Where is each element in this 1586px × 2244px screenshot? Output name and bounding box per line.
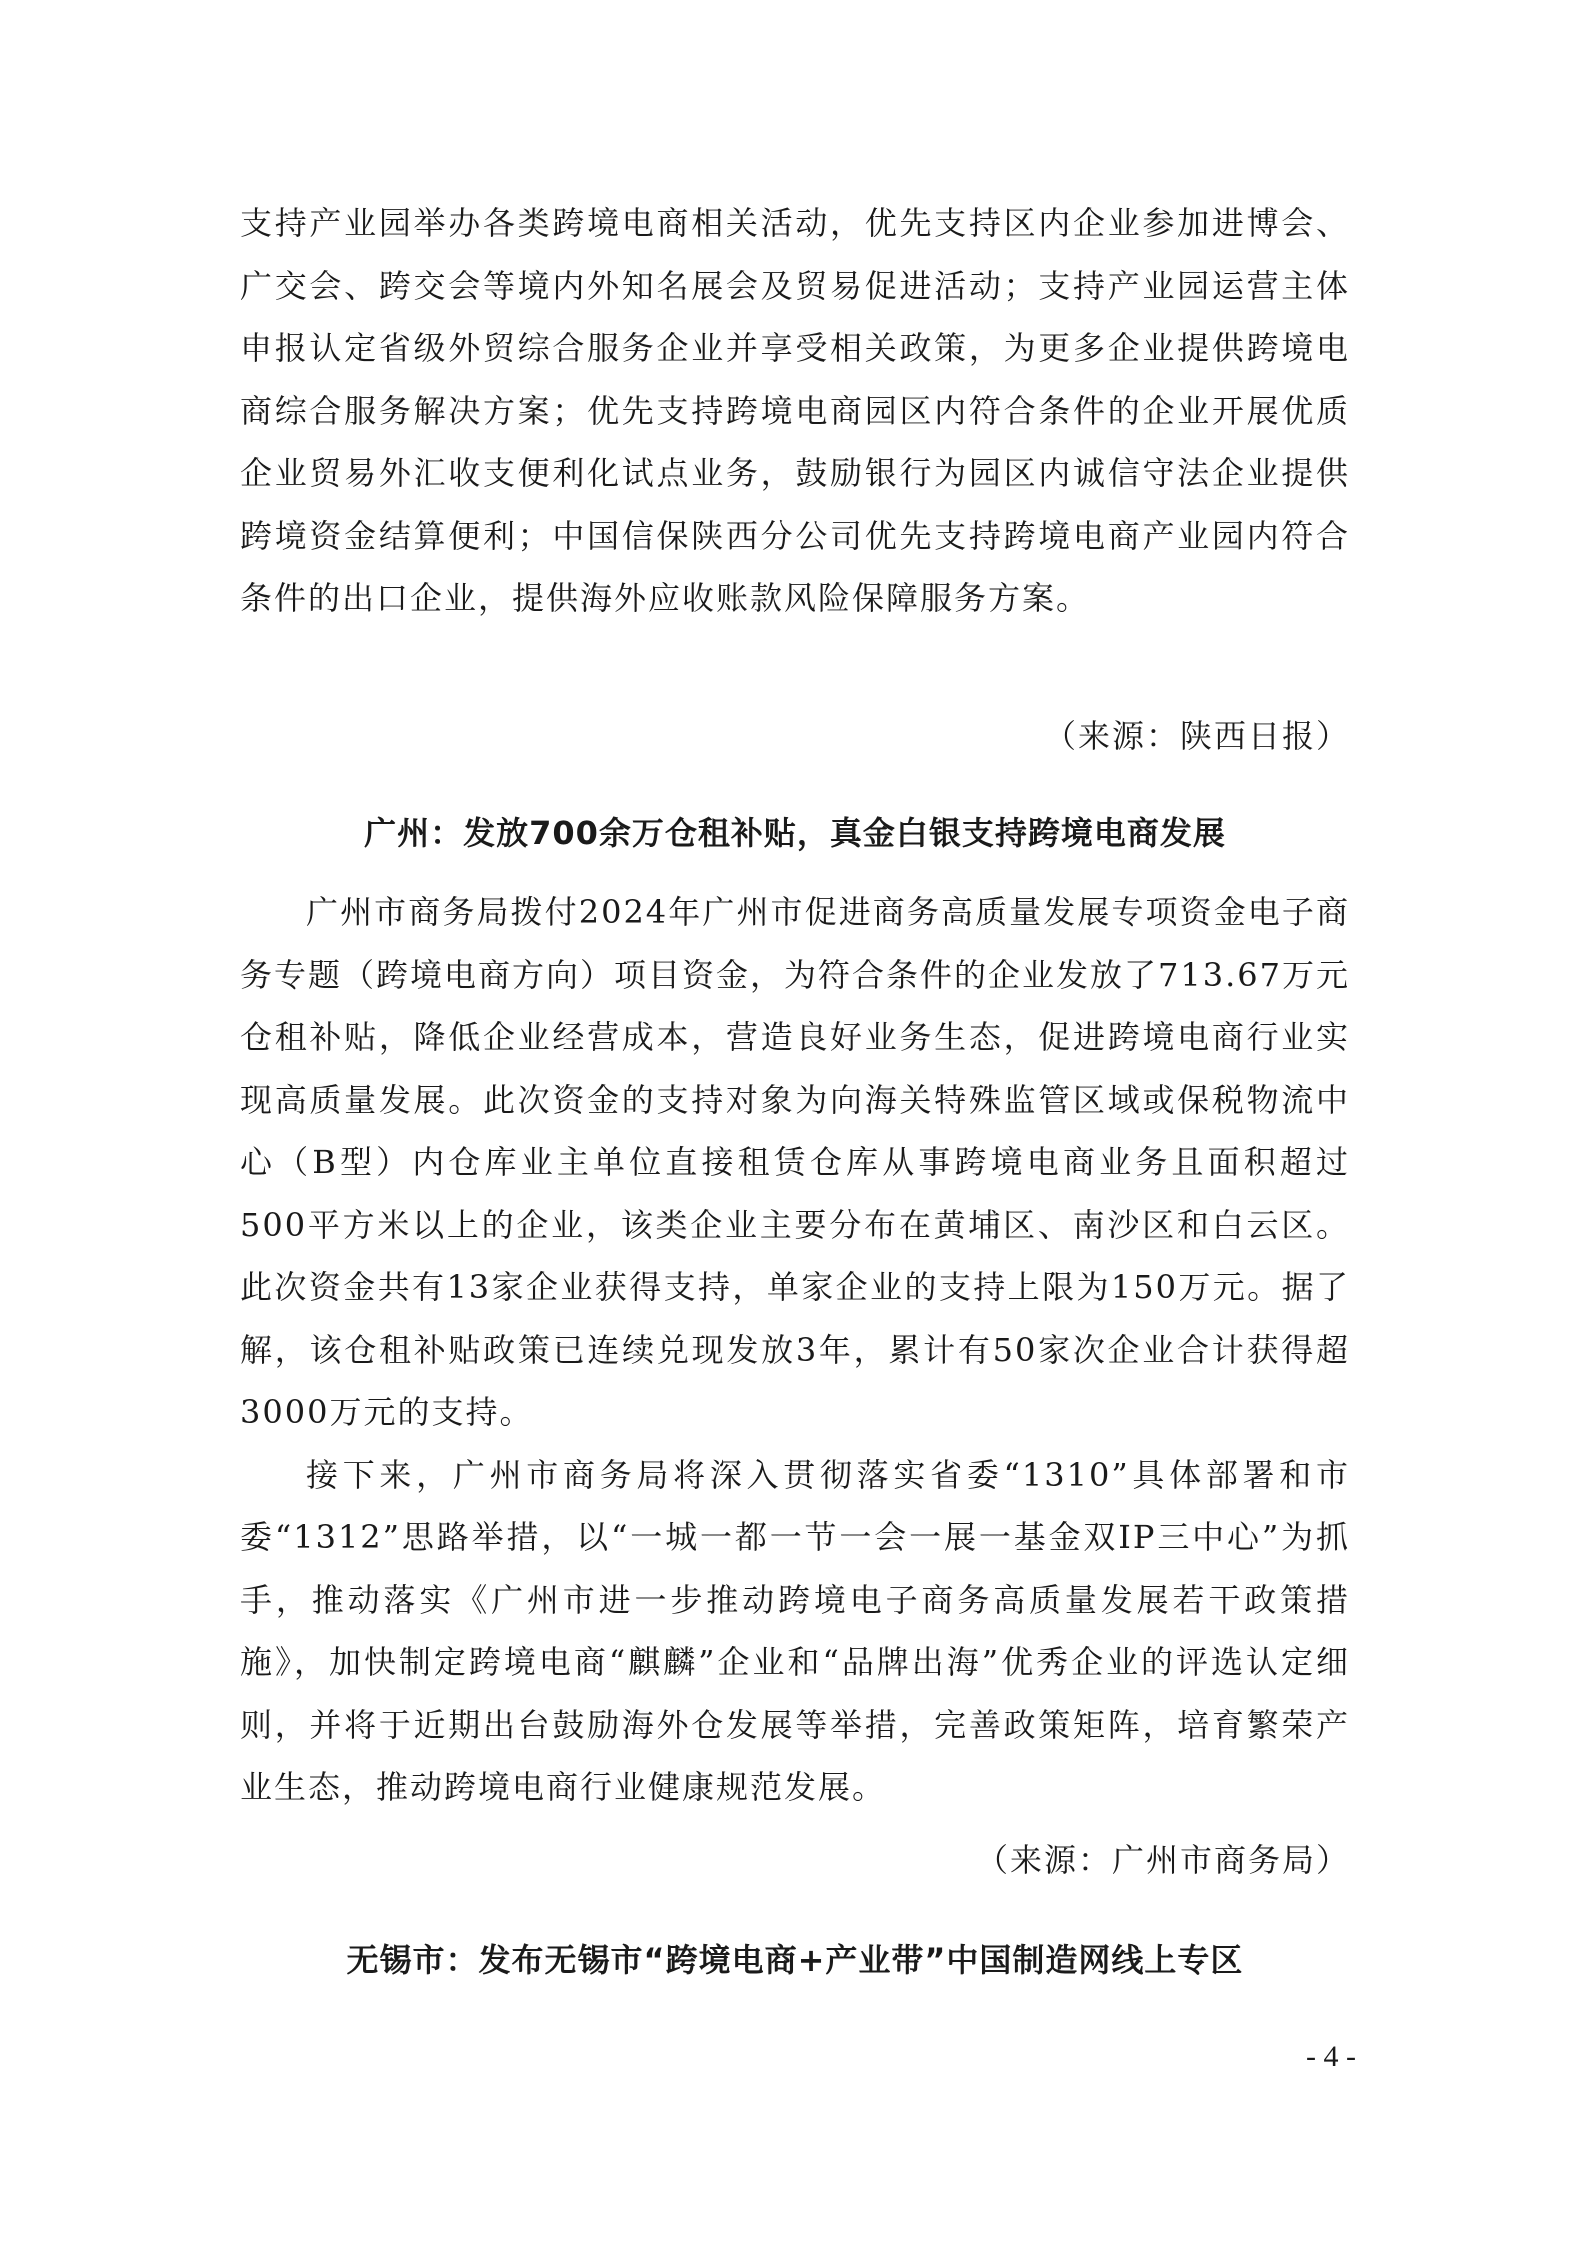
guangzhou-section — [240, 881, 1350, 1819]
source-attribution-shaanxi: （来源：陕西日报） — [1043, 717, 1350, 755]
body-paragraph-guangzhou-1: 广州市商务局拨付2024年广州市促进商务高质量发展专项资金电子商务专题（跨境电商方向）项目资金，为符合条件的企业发放了713.67万元仓租补贴，降低企业经营成本，营造良好业务生态，促进跨境电商行业实现高质量发展。此次资金的支持对象为向海关特殊监管区域或保税物流中心（B型）内仓库业主单位直接租赁仓库从事跨境电商业务且面积超过500平方米以上的企业，该类企业主要分布在黄埔区、南沙区和白云区。此次资金共有13家企业获得支持，单家企业的支持上限为150万元。据了解，该仓租补贴政策已连续兑现发放3年，累计有50家次企业合计获得超3000万元的支持。 — [240, 893, 1350, 1431]
source-attribution-guangzhou: （来源：广州市商务局） — [975, 1841, 1350, 1879]
body-paragraph-guangzhou-2: 接下来，广州市商务局将深入贯彻落实省委“1310”具体部署和市委“1312”思路举措，以“一城一都一节一会一展一基金双IP三中心”为抓手，推动落实《广州市进一步推动跨境电子商务高质量发展若干政策措施》，加快制定跨境电商“麒麟”企业和“品牌出海”优秀企业的评选认定细则，并将于近期出台鼓励海外仓发展等举措，完善政策矩阵，培育繁荣产业生态，推动跨境电商行业健康规范发展。 — [240, 1455, 1350, 1806]
section-heading-wuxi: 无锡市：发布无锡市“跨境电商+产业带”中国制造网线上专区 — [346, 1941, 1244, 1979]
page-number: - 4 - — [1306, 2040, 1356, 2073]
section-heading-guangzhou: 广州：发放700余万仓租补贴，真金白银支持跨境电商发展 — [364, 814, 1226, 852]
top-section — [240, 192, 1350, 630]
body-paragraph-shaanxi: 支持产业园举办各类跨境电商相关活动，优先支持区内企业参加进博会、广交会、跨交会等境内外知名展会及贸易促进活动；支持产业园运营主体申报认定省级外贸综合服务企业并享受相关政策，为更多企业提供跨境电商综合服务解决方案；优先支持跨境电商园区内符合条件的企业开展优质企业贸易外汇收支便利化试点业务，鼓励银行为园区内诚信守法企业提供跨境资金结算便利；中国信保陕西分公司优先支持跨境电商产业园内符合条件的出口企业，提供海外应收账款风险保障服务方案。 — [240, 204, 1350, 617]
